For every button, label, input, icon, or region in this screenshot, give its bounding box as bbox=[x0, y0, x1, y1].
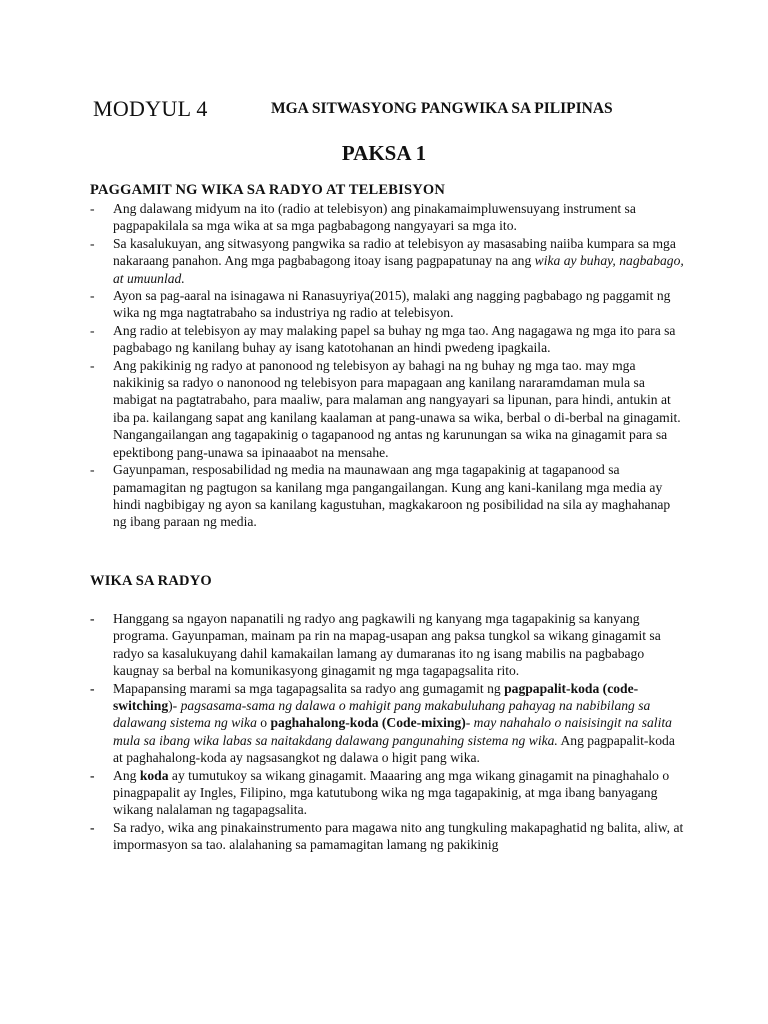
section-heading-wika-sa-radyo: WIKA SA RADYO bbox=[90, 573, 212, 589]
item-text: ay tumutukoy sa wikang ginagamit. Maaaring ang mga wikang ginagamit na pinaghahalo o pinagpapalit ay Ingles, Filipino, mga katutubong wika ng mga tagapakinig, at mga ibang banyagang wikang nalalaman ng tagapagsalita. bbox=[113, 767, 670, 818]
bullet: - bbox=[90, 462, 95, 478]
list-item bbox=[90, 235, 685, 287]
item-text: Hanggang sa ngayon napanatili ng radyo ang pagkawili ng kanyang mga tagapakinig sa kanyang programa. Gayunpaman, mainam pa rin na mapag-usapan ang paksa tungkol sa wikang ginagamit sa radyo sa kasalukuyang dahil kamakailan lamang ay dumaranas ito ng isang mabilis na pagbabago kaugnay sa berbal na komunikasyong ginagamit ng mga tagapagsalita rito. bbox=[113, 611, 661, 679]
list-item bbox=[90, 200, 685, 235]
list-item bbox=[90, 322, 685, 357]
item-text: Ang pagpapalit-koda at paghahalong-koda ay nagsasangkot ng dalawa o higit pang wika. bbox=[113, 732, 675, 766]
topic-heading: PAKSA 1 bbox=[341, 141, 427, 165]
list-item bbox=[90, 461, 685, 531]
bullet: - bbox=[90, 288, 95, 304]
bullet: - bbox=[90, 357, 95, 373]
item-text: Mapapansing marami sa mga tagapagsalita sa radyo ang gumagamit ng bbox=[113, 680, 505, 696]
bullet: - bbox=[90, 680, 95, 696]
definition-code-mixing: may nahahalo o naisisingit na salita mula sa ibang wika labas sa naitakdang dalawang pangunahing sistema ng wika. bbox=[113, 715, 672, 748]
list-item bbox=[90, 680, 685, 767]
bullet: - bbox=[90, 322, 95, 338]
section1-list bbox=[90, 200, 685, 531]
item-text: Gayunpaman, resposabilidad ng media na maunawaan ang mga tagapakinig at tagapanood sa pamamagitan ng pagtugon sa kanilang mga pangangailangan. Kung ang kani-kanilang mga media ay hindi nagbibigay ng ayon sa kanilang kagustuhan, magkakaroon ng posibilidad na sila ay maghahanap ng ibang paraan ng media. bbox=[113, 462, 671, 530]
list-item bbox=[90, 767, 685, 819]
bullet: - bbox=[90, 819, 95, 835]
term-code-mixing: paghahalong-koda (Code-mixing) bbox=[270, 715, 466, 731]
bullet: - bbox=[90, 767, 95, 783]
module-header bbox=[93, 96, 713, 126]
item-text: Ang dalawang midyum na ito (radio at telebisyon) ang pinakamaimpluwensuyang instrument sa pagpapakilala sa mga wika at sa mga pagbabagong nangyayari sa mga ito. bbox=[113, 201, 636, 234]
item-text: Ang pakikinig ng radyo at panonood ng telebisyon ay bahagi na ng buhay ng mga tao. may mga nakikinig sa radyo o nanonood ng telebisyon para mapagaan ang kanilang nararamdaman mula sa mabigat na pagtatrabaho, para maaliw, para malaman ang nangyayari sa lipunan, para hindi, antukin at iba pa. kailangang sapat ang kanilang kaalaman at pang-unawa sa wika, berbal o di-berbal na ginagamit. Nangangailangan ang tagapakinig o tagapanood ng antas ng karunungan sa wika na ginagamit para sa epektibong pang-unawa sa ipinaaabot na mensahe. bbox=[113, 357, 681, 460]
bullet: - bbox=[90, 611, 95, 626]
item-text: - bbox=[465, 715, 474, 731]
section2-list bbox=[90, 610, 685, 854]
section-heading-radio-tv: PAGGAMIT NG WIKA SA RADYO AT TELEBISYON bbox=[90, 182, 446, 198]
module-number: MODYUL 4 bbox=[93, 96, 208, 121]
item-text: Sa radyo, wika ang pinakainstrumento para magawa nito ang tungkuling makapaghatid ng balita, aliw, at impormasyon sa tao. alalahaning sa pamamagitan lamang ng pakikinig bbox=[113, 819, 684, 853]
item-italic-text: wika ay buhay, nagbabago, at umuunlad. bbox=[113, 253, 684, 286]
module-title: MGA SITWASYONG PANGWIKA SA PILIPINAS bbox=[271, 100, 613, 117]
bullet: - bbox=[90, 235, 95, 251]
definition-code-switching: pagsasama-sama ng dalawa o mahigit pang makabuluhang pahayag na nabibilang sa dalawang sistema ng wika bbox=[113, 698, 651, 731]
bullet: - bbox=[90, 201, 95, 216]
list-item bbox=[90, 610, 685, 680]
list-item bbox=[90, 819, 685, 854]
term-koda: koda bbox=[139, 767, 169, 783]
item-text: Ayon sa pag-aaral na isinagawa ni Ranasuyriya(2015), malaki ang nagging pagbabago ng paggamit ng wika ng mga nagtatrabaho sa industriya ng radio at telebisyon. bbox=[113, 288, 671, 321]
term-code-switching: pagpapalit-koda (code-switching bbox=[113, 680, 639, 714]
list-item bbox=[90, 287, 685, 322]
item-text: )- bbox=[168, 698, 181, 714]
list-item bbox=[90, 357, 685, 461]
item-text: Sa kasalukuyan, ang sitwasyong pangwika sa radio at telebisyon ay masasabing naiiba kumpara sa mga nakaraang panahon. Ang mga pagbabagong itoay isang pagpapatunay na ang bbox=[113, 235, 676, 269]
item-text: o bbox=[256, 715, 271, 731]
item-text: Ang bbox=[113, 767, 140, 783]
item-text: Ang radio at telebisyon ay may malaking papel sa buhay ng mga tao. Ang nagagawa ng mga ito para sa pagbabago ng kanilang buhay ay isang katotohanan an hindi pwedeng ipagkaila. bbox=[113, 322, 676, 356]
